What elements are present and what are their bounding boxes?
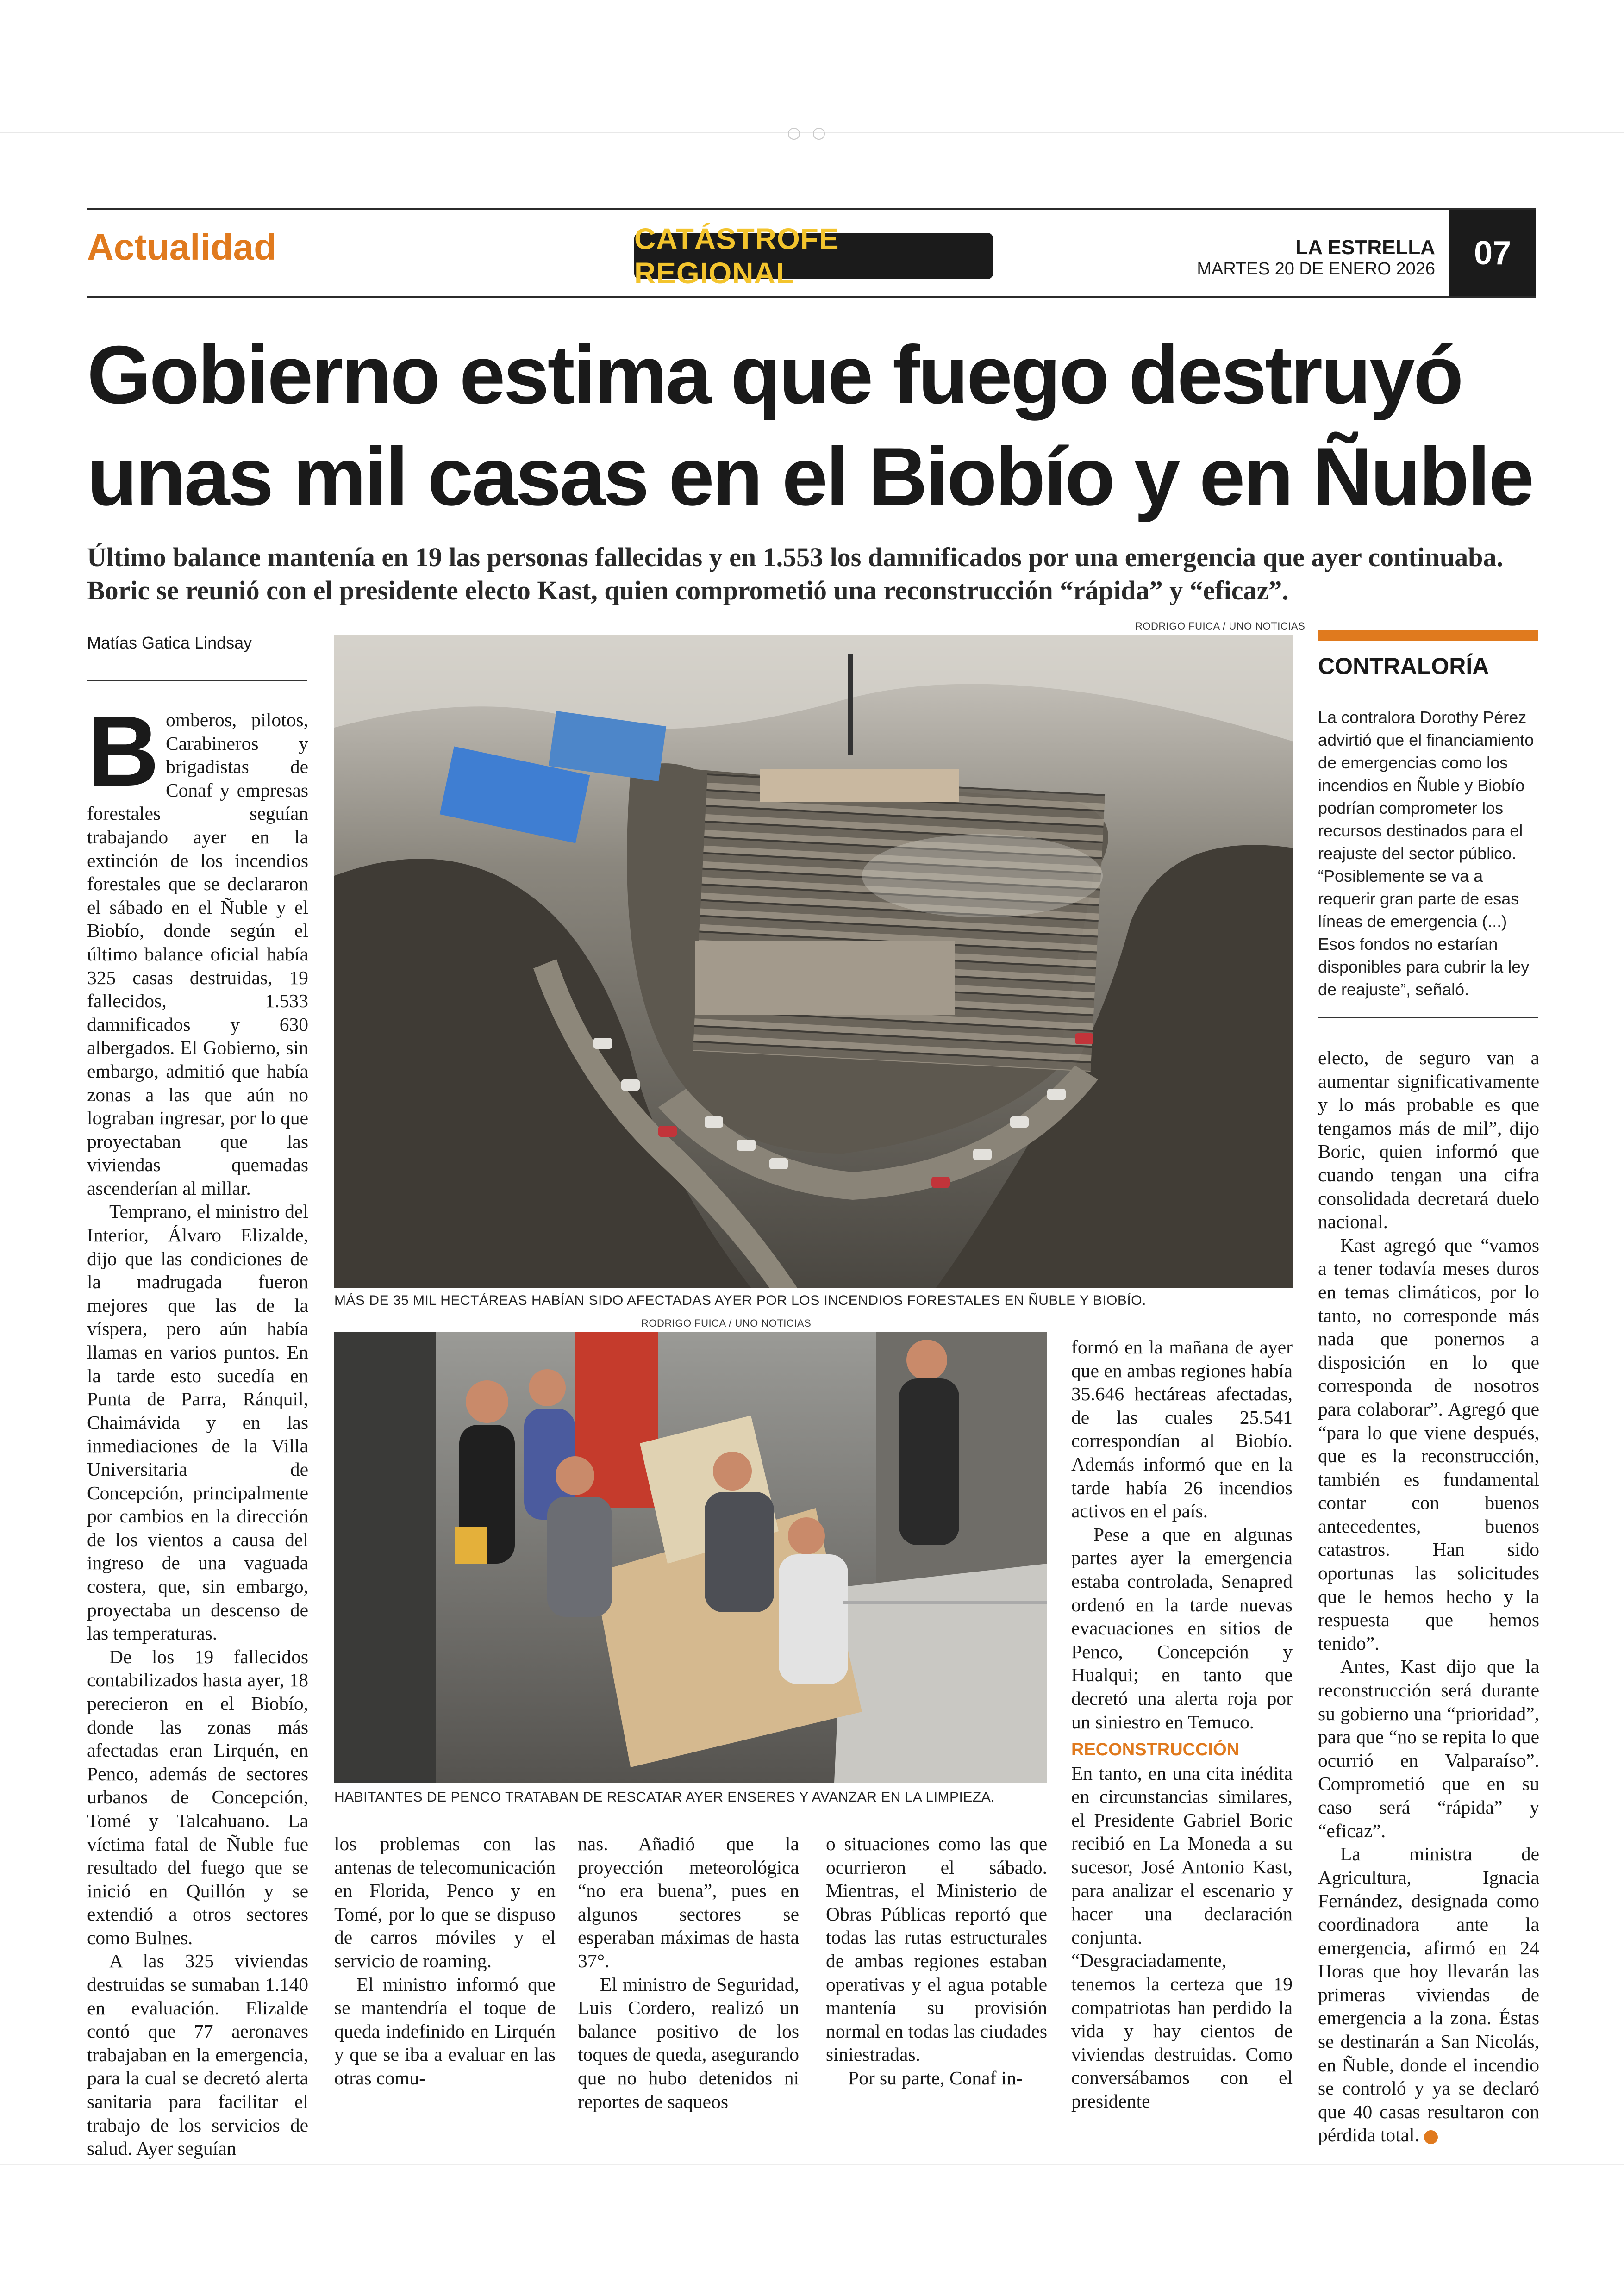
headline <box>87 324 1541 528</box>
body-column-1 <box>87 695 308 2160</box>
prev-page-icon[interactable] <box>788 128 800 140</box>
body-column-4 <box>826 1832 1047 2090</box>
photo-credit-bottom: RODRIGO FUICA / UNO NOTICIAS <box>641 1317 812 1329</box>
headline-line-1: Gobierno estima que fuego destruyó <box>87 329 1462 421</box>
byline-rule <box>87 680 307 681</box>
header-rule <box>87 208 1536 210</box>
photo-caption-top: MÁS DE 35 MIL HECTÁREAS HABÍAN SIDO AFECTADAS AYER POR LOS INCENDIOS FORESTALES EN ÑUBLE Y BIOBÍO. <box>334 1293 1146 1308</box>
paragraph: La ministra de Agricultura, Ignacia Fernández, designada como coordinadora ante la emergencia, afirmó en 24 Horas que hoy llevarán las primeras viviendas de emergencia a la zona. Éstas se destinarán a San Nicolás, en Ñuble, donde el incendio se controló y ya se declaró que 40 casas resultaron con pérdida total. <box>1318 1843 1539 2146</box>
sidebar-accent-bar <box>1318 630 1538 641</box>
paragraph: nas. Añadió que la proyección meteorológica “no era buena”, pues en algunos sectores se esperaban máximas de hasta 37°. <box>578 1833 799 1971</box>
subhead-reconstruccion: RECONSTRUCCIÓN <box>1071 1740 1240 1760</box>
next-page-icon[interactable] <box>813 128 825 140</box>
end-of-article-icon: ✦ <box>1424 2130 1438 2144</box>
body-column-5 <box>1071 1335 1293 2113</box>
paragraph: Temprano, el ministro del Interior, Álvaro Elizalde, dijo que las condiciones de la madrugada fueron mejores que las de la víspera, pero aún había llamas en varios puntos. En la tarde esto sucedía en Punta de Parra, Ránquil, Chaimávida y en las inmediaciones de la Villa Universitaria de Concepción, principalmente por cambios en la dirección de los vientos a causa del ingreso de una vaguada costera, que, sin embargo, proyectaba un descenso de las temperaturas. <box>87 1201 308 1644</box>
photo-credit-top: RODRIGO FUICA / UNO NOTICIAS <box>1135 620 1305 632</box>
paragraph: De los 19 fallecidos contabilizados hasta ayer, 18 perecieron en el Biobío, donde las zonas más afectadas eran Lirquén, en Penco, además de sectores urbanos de Concepción, Tomé y Talcahuano. La víctima fatal de Ñuble fue resultado del fuego que se inició en Quillón y se extendió a otros sectores como Bulnes. <box>87 1646 308 1948</box>
issue-date: MARTES 20 DE ENERO 2026 <box>1197 259 1435 279</box>
byline: Matías Gatica Lindsay <box>87 633 252 652</box>
paragraph: o situaciones como las que ocurrieron el sábado. Mientras, el Ministerio de Obras Públicas reportó que todas las rutas estructurales de ambas regiones estaban operativas y el agua potable mantenía su provisión normal en todas las ciudades siniestradas. <box>826 1833 1047 2065</box>
page-number: 07 <box>1449 210 1536 296</box>
sidebar-title: CONTRALORÍA <box>1318 653 1489 679</box>
kicker-badge: CATÁSTROFE REGIONAL <box>634 233 993 279</box>
paragraph: Por su parte, Conaf in- <box>848 2067 1023 2089</box>
paragraph: A las 325 viviendas destruidas se sumaban 1.140 en evaluación. Elizalde contó que 77 aeronaves trabajaban en la emergencia, para la cual se decretó alerta sanitaria para facilitar el trabajo de los servicios de salud. Ayer seguían <box>87 1950 308 2159</box>
paragraph: los problemas con las antenas de telecomunicación en Florida, Penco y en Tomé, por lo que se dispuso de carros móviles y el servicio de roaming. <box>334 1833 556 1971</box>
aerial-fire-photo-art <box>334 635 1293 1288</box>
rescue-photo-art <box>334 1332 1047 1783</box>
paragraph: Antes, Kast dijo que la reconstrucción será durante su gobierno una “prioridad”, para que “no se repita lo que ocurrió en Valparaíso”. Comprometió que en su caso será “rápida” y “eficaz”. <box>1318 1656 1539 1841</box>
masthead <box>1157 237 1435 280</box>
paragraph: electo, de seguro van a aumentar significativamente y lo más probable es que tengamos más de mil”, dijo Boric, quien informó que cuando tengan una cifra consolidada decretará duelo nacional. <box>1318 1047 1539 1233</box>
paragraph: El ministro informó que se mantendría el toque de queda indefinido en Lirquén y que se iba a evaluar en las otras comu- <box>334 1973 556 2089</box>
rescue-photo <box>334 1332 1047 1783</box>
newspaper-name: LA ESTRELLA <box>1295 236 1435 259</box>
paragraph: Kast agregó que “vamos a tener todavía meses duros en temas climáticos, por lo tanto, no corresponde más nada que ponernos a disposición en lo que corresponda de nosotros para colaborar”. Agregó que “para lo que viene después, que es la reconstrucción, también es fundamental contar con buenos antecedentes, buenos catastros. Han sido oportunas las solicitudes que le hemos hecho y la respuesta que hemos tenido”. <box>1318 1234 1539 1654</box>
paragraph: Pese a que en algunas partes ayer la emergencia estaba controlada, Senapred ordenó en la tarde nuevas evacuaciones en sitios de Penco, Concepción y Hualqui; en tanto que decretó una alerta roja por un siniestro en Temuco. <box>1071 1523 1293 1733</box>
bottom-divider <box>0 2164 1624 2165</box>
deck: Último balance mantenía en 19 las personas fallecidas y en 1.553 los damnificados por una emergencia que ayer continuaba. Boric se reunió con el presidente electo Kast, quien comprometió una reconstrucción “rápida” y “eficaz”. <box>87 542 1504 605</box>
photo-caption-bottom: HABITANTES DE PENCO TRATABAN DE RESCATAR AYER ENSERES Y AVANZAR EN LA LIMPIEZA. <box>334 1790 995 1805</box>
page-toolbar[interactable] <box>781 128 842 142</box>
sidebar-rule <box>1318 1017 1538 1018</box>
section-label: Actualidad <box>87 226 276 268</box>
header-underline <box>87 296 1536 298</box>
body-column-3 <box>578 1832 799 2113</box>
sidebar-text: La contralora Dorothy Pérez advirtió que el financiamiento de emergencias como los incendios en Ñuble y Biobío podrían comprometer los recursos destinados para el reajuste del sector público. “Posiblemente se va a requerir gran parte de esas líneas de emergencia (...) Esos fondos no estarían disponibles para cubrir la ley de reajuste”, señaló. <box>1318 708 1534 999</box>
aerial-fire-photo <box>334 635 1293 1288</box>
body-column-6 <box>1318 1046 1539 2147</box>
headline-line-2: unas mil casas en el Biobío y en Ñuble <box>87 430 1533 523</box>
dropcap: B <box>87 695 159 807</box>
paragraph: formó en la mañana de ayer que en ambas regiones había 35.646 hectáreas afectadas, de las cuales 25.541 correspondían al Biobío. Además informó que en la tarde había 26 incendios activos en el país. <box>1071 1336 1293 1522</box>
body-column-2 <box>334 1832 556 2090</box>
paragraph: En tanto, en una cita inédita en circunstancias similares, el Presidente Gabriel Boric recibió en La Moneda a su sucesor, José Antonio Kast, para analizar el escenario y hacer una declaración conjunta. “Desgraciadamente, tenemos la certeza que 19 compatriotas han perdido la vida y hay cientos de viviendas destruidas. Como conversábamos con el presidente <box>1071 1762 1293 2112</box>
paragraph: El ministro de Seguridad, Luis Cordero, realizó un balance positivo de los toques de queda, asegurando que no hubo detenidos ni reportes de saqueos <box>578 1973 799 2112</box>
paragraph: omberos, pilotos, Carabineros y brigadistas de Conaf y empresas forestales seguían trabajando ayer en la extinción de los incendios forestales que se declararon el sábado en el Ñuble y el Biobío, donde según el último balance oficial había 325 casas destruidas, 19 fallecidos, 1.533 damnificados y 630 albergados. El Gobierno, sin embargo, admitió que había zonas a las que aún no lograban ingresar, por lo que proyectaban que las viviendas quemadas ascenderían al millar. <box>87 709 308 1199</box>
